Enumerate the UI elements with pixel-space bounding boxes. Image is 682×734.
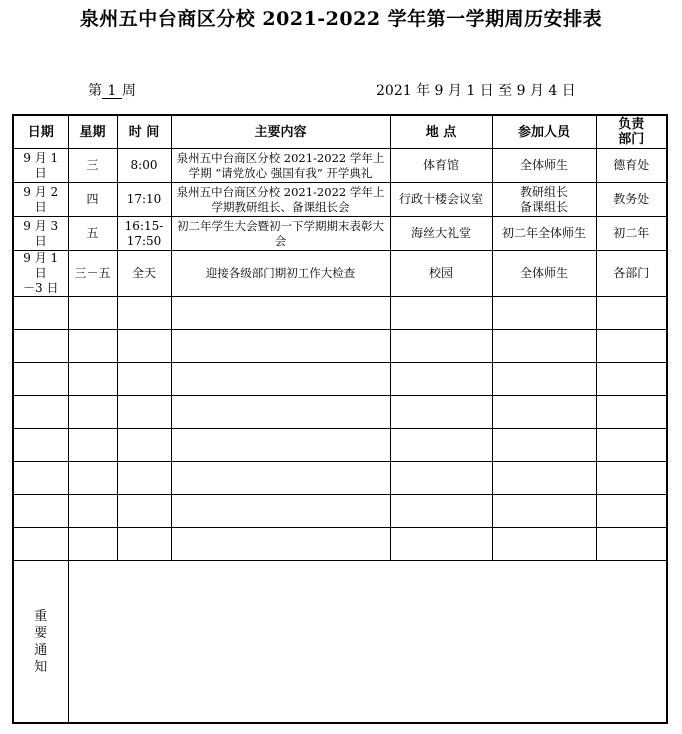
page-title: 泉州五中台商区分校 2021-2022 学年第一学期周历安排表 bbox=[79, 8, 603, 30]
empty-cell bbox=[596, 429, 667, 462]
empty-cell bbox=[13, 396, 68, 429]
header-weekday: 星期 bbox=[68, 115, 117, 149]
table-row bbox=[13, 251, 667, 297]
cell-participants: 全体师生 bbox=[492, 251, 596, 297]
empty-cell bbox=[68, 429, 117, 462]
header-participants: 参加人员 bbox=[492, 115, 596, 149]
empty-cell bbox=[171, 330, 390, 363]
empty-cell bbox=[596, 297, 667, 330]
empty-cell bbox=[492, 462, 596, 495]
empty-cell bbox=[390, 297, 492, 330]
empty-cell bbox=[68, 396, 117, 429]
empty-cell bbox=[492, 429, 596, 462]
empty-row bbox=[13, 297, 667, 330]
empty-cell bbox=[171, 396, 390, 429]
time-line2: 17:50 bbox=[126, 233, 162, 248]
cell-content: 初二年学生大会暨初一下学期期末表彰大会 bbox=[171, 217, 390, 251]
header-department-line2: 部门 bbox=[618, 132, 645, 147]
empty-cell bbox=[13, 429, 68, 462]
empty-cell bbox=[117, 462, 171, 495]
empty-cell bbox=[117, 297, 171, 330]
empty-cell bbox=[68, 462, 117, 495]
empty-cell bbox=[68, 495, 117, 528]
empty-cell bbox=[68, 363, 117, 396]
empty-cell bbox=[492, 363, 596, 396]
empty-cell bbox=[13, 495, 68, 528]
cell-date: 9 月 1 日 bbox=[13, 149, 68, 183]
empty-cell bbox=[390, 330, 492, 363]
header-location: 地 点 bbox=[390, 115, 492, 149]
empty-cell bbox=[390, 528, 492, 561]
cell-participants: 全体师生 bbox=[492, 149, 596, 183]
cell-date: 9 月 2 日 bbox=[13, 183, 68, 217]
weekly-schedule-table bbox=[12, 114, 668, 724]
empty-cell bbox=[596, 330, 667, 363]
empty-row bbox=[13, 396, 667, 429]
empty-row bbox=[13, 363, 667, 396]
empty-cell bbox=[492, 528, 596, 561]
empty-cell bbox=[492, 495, 596, 528]
cell-weekday: 三－五 bbox=[68, 251, 117, 297]
empty-row bbox=[13, 330, 667, 363]
cell-time: 17:10 bbox=[117, 183, 171, 217]
empty-cell bbox=[13, 363, 68, 396]
empty-cell bbox=[596, 528, 667, 561]
empty-cell bbox=[492, 297, 596, 330]
cell-content: 泉州五中台商区分校 2021-2022 学年上学期教研组长、备课组长会 bbox=[171, 183, 390, 217]
empty-cell bbox=[390, 462, 492, 495]
empty-cell bbox=[117, 363, 171, 396]
empty-cell bbox=[117, 396, 171, 429]
cell-department: 德育处 bbox=[596, 149, 667, 183]
empty-row bbox=[13, 495, 667, 528]
cell-weekday: 四 bbox=[68, 183, 117, 217]
empty-cell bbox=[13, 462, 68, 495]
empty-cell bbox=[13, 330, 68, 363]
empty-cell bbox=[390, 363, 492, 396]
header-row bbox=[13, 115, 667, 149]
empty-cell bbox=[596, 363, 667, 396]
cell-date bbox=[13, 251, 68, 297]
empty-row bbox=[13, 462, 667, 495]
empty-cell bbox=[68, 528, 117, 561]
empty-cell bbox=[390, 429, 492, 462]
cell-participants bbox=[492, 183, 596, 217]
cell-department: 各部门 bbox=[596, 251, 667, 297]
empty-cell bbox=[171, 429, 390, 462]
header-date: 日期 bbox=[13, 115, 68, 149]
cell-location: 行政十楼会议室 bbox=[390, 183, 492, 217]
empty-cell bbox=[171, 363, 390, 396]
empty-cell bbox=[596, 396, 667, 429]
cell-time bbox=[117, 217, 171, 251]
week-prefix: 第 bbox=[88, 83, 102, 99]
table-row bbox=[13, 183, 667, 217]
cell-weekday: 三 bbox=[68, 149, 117, 183]
empty-row bbox=[13, 528, 667, 561]
empty-cell bbox=[117, 528, 171, 561]
cell-department: 教务处 bbox=[596, 183, 667, 217]
cell-content: 迎接各级部门期初工作大检查 bbox=[171, 251, 390, 297]
cell-location: 校园 bbox=[390, 251, 492, 297]
cell-time: 全天 bbox=[117, 251, 171, 297]
empty-cell bbox=[117, 495, 171, 528]
table-row bbox=[13, 149, 667, 183]
empty-cell bbox=[390, 495, 492, 528]
empty-cell bbox=[492, 330, 596, 363]
empty-cell bbox=[171, 528, 390, 561]
empty-cell bbox=[68, 330, 117, 363]
cell-time: 8:00 bbox=[117, 149, 171, 183]
header-content: 主要内容 bbox=[171, 115, 390, 149]
empty-cell bbox=[596, 462, 667, 495]
date-line2: －3 日 bbox=[23, 281, 59, 295]
empty-cell bbox=[13, 528, 68, 561]
participants-line1: 教研组长 bbox=[519, 184, 568, 199]
notice-label: 重要通知 bbox=[34, 608, 48, 675]
notice-content-area bbox=[68, 561, 667, 724]
cell-content: 泉州五中台商区分校 2021-2022 学年上学期 “请党放心 强国有我” 开学典礼 bbox=[171, 149, 390, 183]
cell-weekday: 五 bbox=[68, 217, 117, 251]
empty-row bbox=[13, 429, 667, 462]
week-number: 1 bbox=[102, 84, 122, 99]
empty-cell bbox=[68, 297, 117, 330]
cell-department: 初二年 bbox=[596, 217, 667, 251]
date-line1: 9 月 1 日 bbox=[23, 251, 59, 280]
empty-cell bbox=[390, 396, 492, 429]
empty-cell bbox=[596, 495, 667, 528]
empty-cell bbox=[117, 330, 171, 363]
participants-line2: 备课组长 bbox=[519, 199, 568, 214]
cell-location: 体育馆 bbox=[390, 149, 492, 183]
week-suffix: 周 bbox=[122, 83, 136, 99]
cell-participants: 初二年全体师生 bbox=[492, 217, 596, 251]
cell-date: 9 月 3 日 bbox=[13, 217, 68, 251]
table-row bbox=[13, 217, 667, 251]
empty-cell bbox=[13, 297, 68, 330]
notice-label-cell bbox=[13, 561, 68, 724]
empty-cell bbox=[171, 462, 390, 495]
header-department bbox=[596, 115, 667, 149]
header-department-line1: 负责 bbox=[618, 117, 645, 132]
cell-location: 海丝大礼堂 bbox=[390, 217, 492, 251]
date-range: 2021 年 9 月 1 日 至 9 月 4 日 bbox=[376, 83, 576, 99]
empty-cell bbox=[171, 495, 390, 528]
time-line1: 16:15- bbox=[124, 218, 164, 233]
week-indicator bbox=[88, 80, 136, 100]
header-time: 时 间 bbox=[117, 115, 171, 149]
empty-cell bbox=[492, 396, 596, 429]
empty-cell bbox=[117, 429, 171, 462]
empty-cell bbox=[171, 297, 390, 330]
notice-row bbox=[13, 561, 667, 724]
